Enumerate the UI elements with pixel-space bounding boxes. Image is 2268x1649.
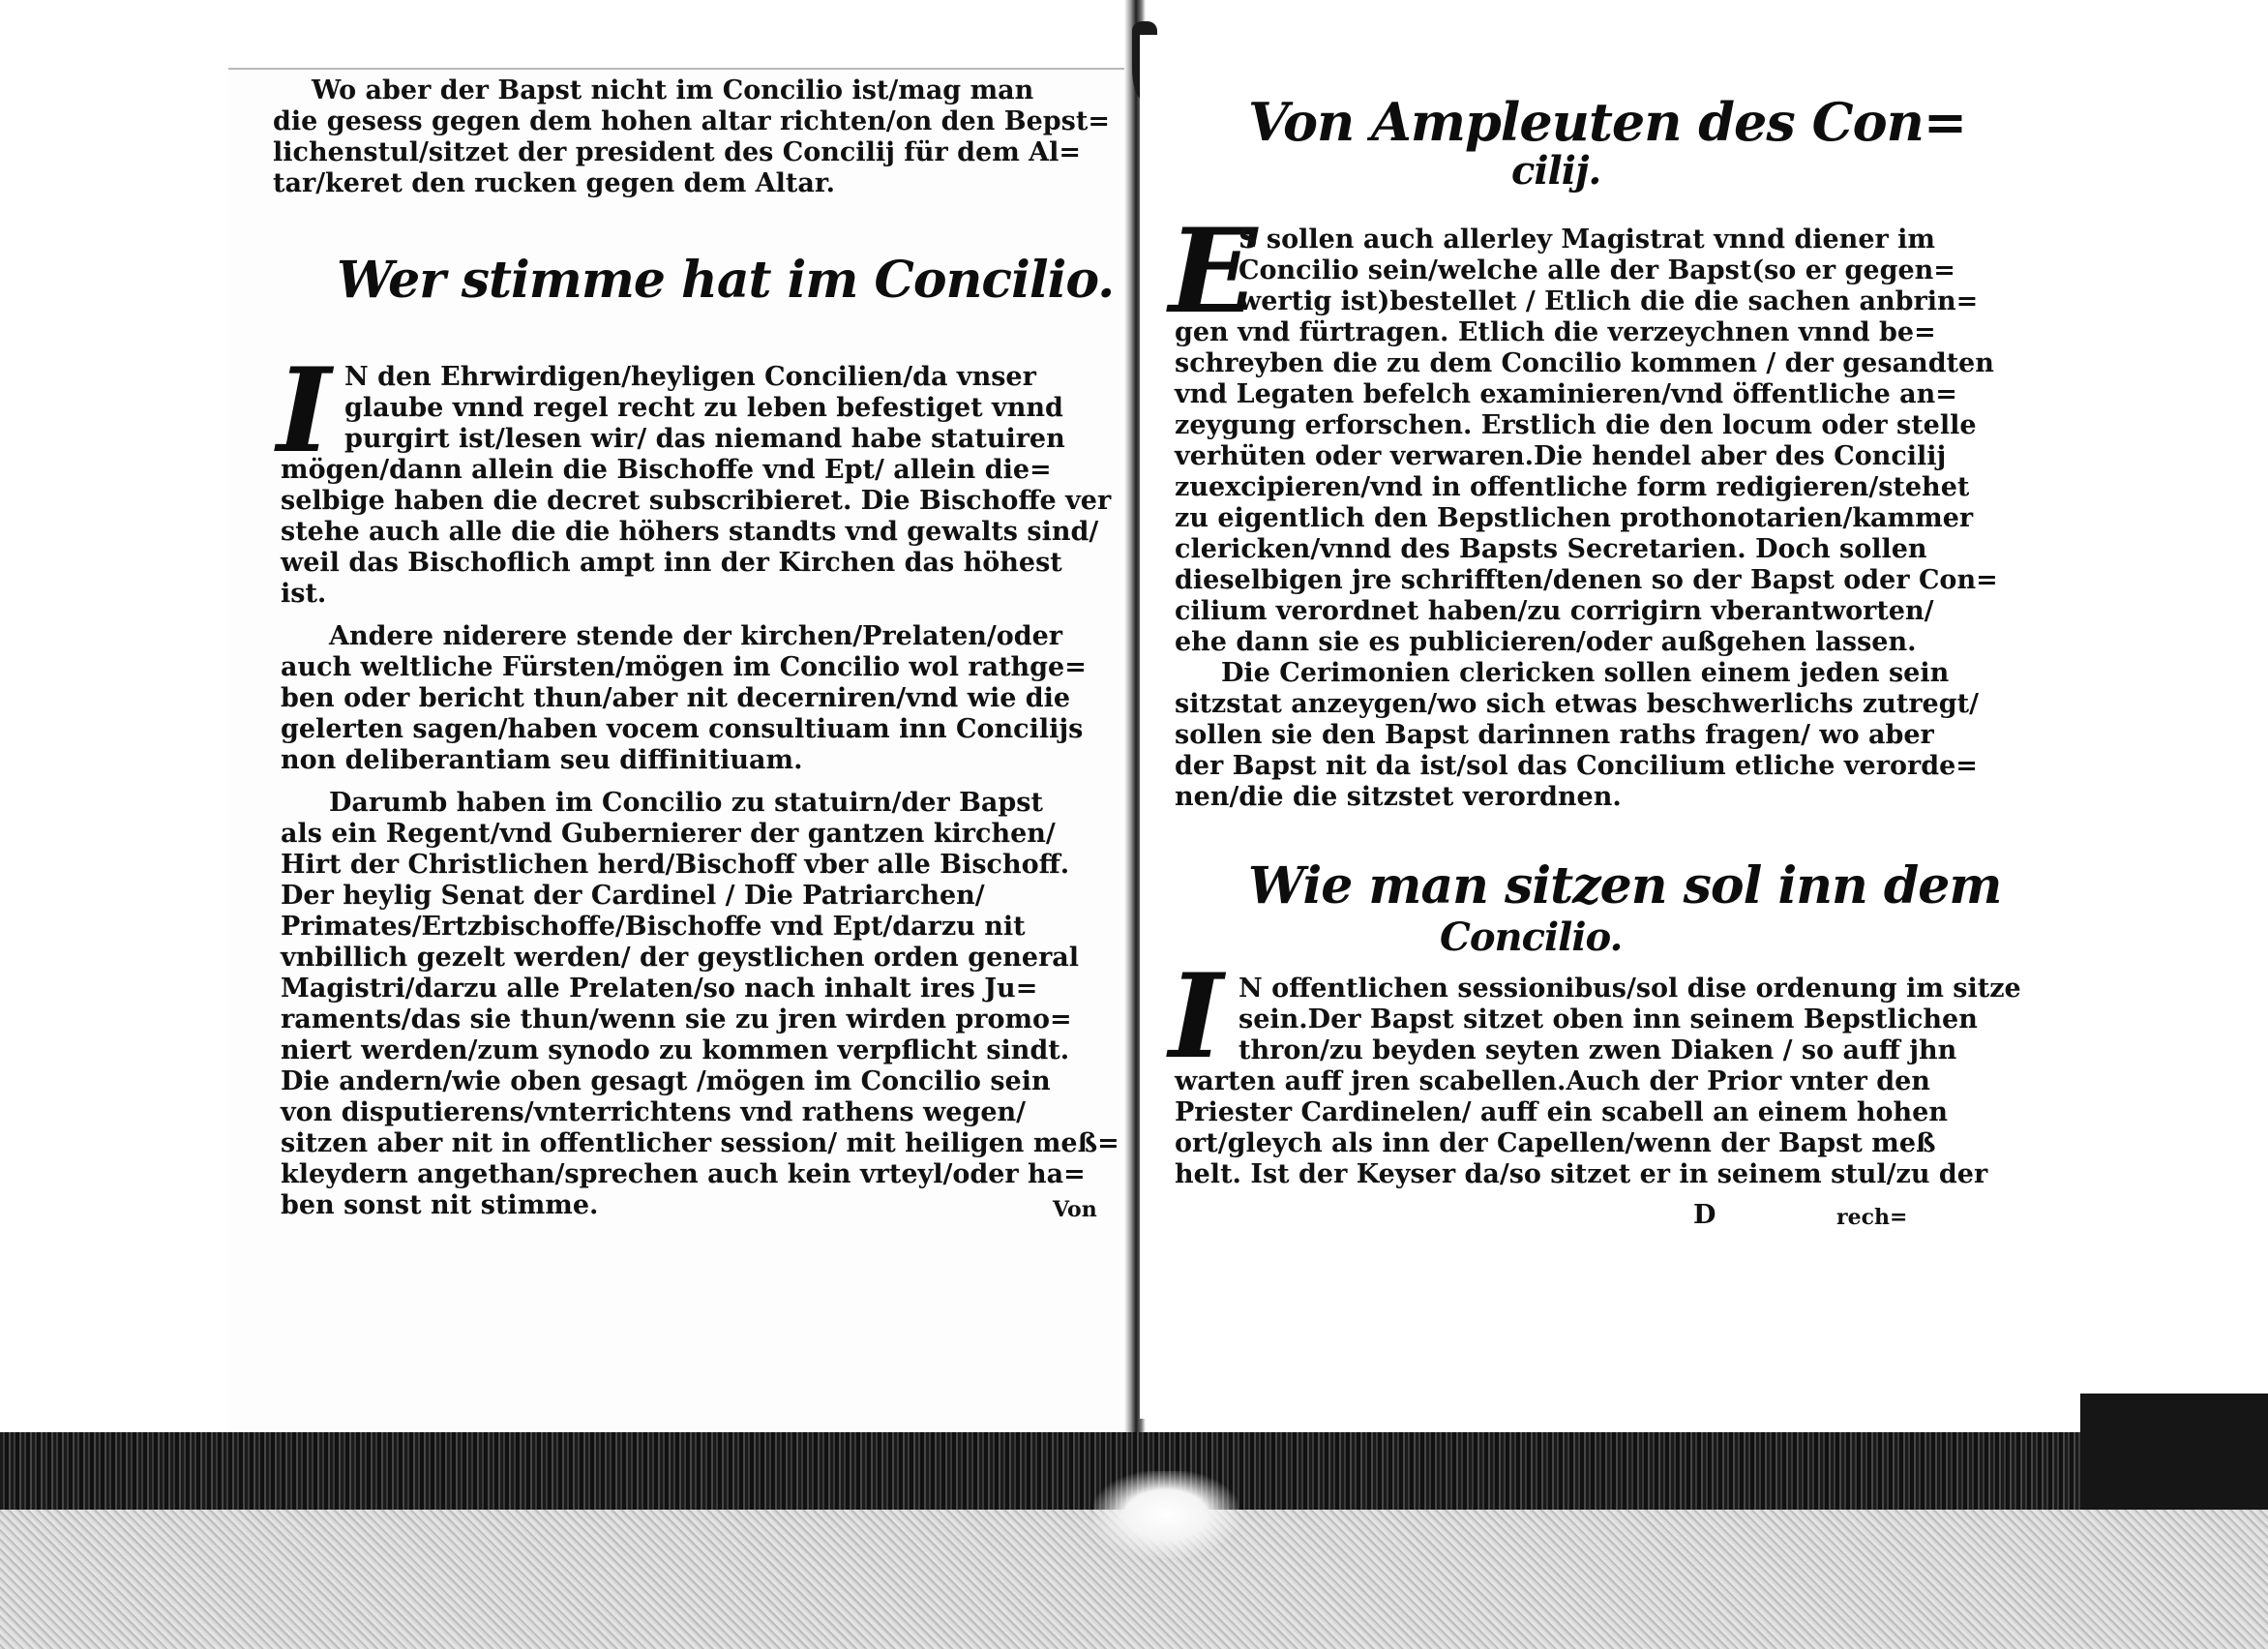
right-para3-line: ort/gleych als inn der Capellen/wenn der Bapst meß <box>1175 1128 1936 1158</box>
left-page <box>228 68 1128 1452</box>
left-para3-line: Darumb haben im Concilio zu statuirn/der Bapst <box>329 788 1043 818</box>
right-para3-line: helt. Ist der Keyser da/so sitzet er in seinem stul/zu der <box>1175 1159 1988 1189</box>
right-para2-line: nen/die die sitzstet verordnen. <box>1175 782 1622 812</box>
right-para1-line: schreyben die zu dem Concilio kommen / der gesandten <box>1175 348 1994 378</box>
left-para2-line: non deliberantiam seu diffinitiuam. <box>281 745 803 775</box>
left-para1-line: selbige haben die decret subscribieret. Die Bischoffe ver <box>281 486 1112 516</box>
left-para2-line: ben oder bericht thun/aber nit decerniren/vnd wie die <box>281 683 1071 713</box>
left-catchword: Von <box>1053 1197 1097 1222</box>
right-para1-line: zeygung erforschen. Erstlich die den locum oder stelle <box>1175 410 1977 440</box>
right-para3-line: warten auff jren scabellen.Auch der Prior vnter den <box>1175 1066 1930 1096</box>
left-para3-line: von disputierens/vnterrichtens vnd rathens wegen/ <box>281 1097 1027 1127</box>
left-heading-wer-stimme: Wer stimme hat im Concilio. <box>337 251 1115 310</box>
right-para3-line: thron/zu beyden seyten zwen Diaken / so auff jhn <box>1238 1035 1957 1065</box>
scan-dark-corner <box>2080 1394 2268 1510</box>
right-para1-line: gen vnd fürtragen. Etlich die verzeychnen vnnd be= <box>1175 317 1936 347</box>
left-para1-line: glaube vnnd regel recht zu leben befestiget vnnd <box>344 393 1063 423</box>
right-heading-ampleuten-line2: cilij. <box>1511 148 1601 194</box>
left-para3-line: vnbillich gezelt werden/ der geystlichen orden general <box>281 943 1080 973</box>
right-para1-line: ehe dann sie es publicieren/oder außgehen lassen. <box>1175 627 1917 657</box>
scan-light-reflection <box>1093 1471 1238 1558</box>
right-para3-line: N offentlichen sessionibus/sol dise ordenung im sitze <box>1238 974 2021 1004</box>
right-para2-line: sitzstat anzeygen/wo sich etwas beschwerlichs zutregt/ <box>1175 689 1979 719</box>
left-para3-line: Magistri/darzu alle Prelaten/so nach inhalt ires Ju= <box>281 974 1038 1004</box>
right-page <box>1140 35 2061 1419</box>
left-para3-line: sitzen aber nit in offentlicher session/ mit heiligen meß= <box>281 1128 1119 1158</box>
right-heading-sitzen-line2: Concilio. <box>1440 914 1623 960</box>
right-para3-line: sein.Der Bapst sitzet oben inn seinem Bepstlichen <box>1238 1004 1978 1034</box>
right-para1-line: S sollen auch allerley Magistrat vnnd diener im <box>1238 225 1935 255</box>
left-para3-line: raments/das sie thun/wenn sie zu jren wirden promo= <box>281 1004 1072 1034</box>
right-para1-line: clericken/vnnd des Bapsts Secretarien. Doch sollen <box>1175 534 1927 564</box>
left-para1-line: weil das Bischoflich ampt inn der Kirchen das höhest <box>281 548 1062 578</box>
left-intro-line: die gesess gegen dem hohen altar richten/on den Bepst= <box>273 106 1110 136</box>
right-para1-line: Concilio sein/welche alle der Bapst(so er gegen= <box>1238 255 1955 285</box>
right-para2-line: Die Cerimonien clericken sollen einem jeden sein <box>1221 658 1950 688</box>
right-para1-line: verhüten oder verwaren.Die hendel aber des Concilij <box>1175 441 1947 471</box>
right-heading-ampleuten-line1: Von Ampleuten des Con= <box>1248 91 1967 153</box>
left-para3-line: Der heylig Senat der Cardinel / Die Patriarchen/ <box>281 881 985 911</box>
right-para2-line: sollen sie den Bapst darinnen raths fragen/ wo aber <box>1175 720 1934 750</box>
right-para2-line: der Bapst nit da ist/sol das Concilium etliche verorde= <box>1175 751 1978 781</box>
left-para1-line: N den Ehrwirdigen/heyligen Concilien/da vnser <box>344 362 1036 392</box>
left-para3-line: Primates/Ertzbischoffe/Bischoffe vnd Ept/darzu nit <box>281 912 1026 942</box>
right-para1-line: wertig ist)bestellet / Etlich die die sachen anbrin= <box>1238 286 1979 316</box>
left-intro-line: tar/keret den rucken gegen dem Altar. <box>273 168 836 198</box>
right-signature-mark: D <box>1693 1200 1716 1230</box>
left-dropcap-1: I <box>277 343 332 479</box>
left-para1-line: purgirt ist/lesen wir/ das niemand habe statuiren <box>344 424 1065 454</box>
left-para1-line: stehe auch alle die die höhers standts vnd gewalts sind/ <box>281 517 1099 547</box>
left-intro-line: Wo aber der Bapst nicht im Concilio ist/mag man <box>312 75 1034 105</box>
right-heading-sitzen-line1: Wie man sitzen sol inn dem <box>1248 856 2002 915</box>
left-para3-line: niert werden/zum synodo zu kommen verpflicht sindt. <box>281 1035 1070 1065</box>
right-para1-line: cilium verordnet haben/zu corrigirn vberantworten/ <box>1175 596 1934 626</box>
left-para1-line: ist. <box>281 579 327 609</box>
left-para3-line: ben sonst nit stimme. <box>281 1190 599 1220</box>
left-para3-line: Hirt der Christlichen herd/Bischoff vber alle Bischoff. <box>281 850 1070 880</box>
right-para1-line: dieselbigen jre schrifften/denen so der Bapst oder Con= <box>1175 565 1998 595</box>
left-para3-line: Die andern/wie oben gesagt /mögen im Concilio sein <box>281 1066 1051 1096</box>
left-para2-line: auch weltliche Fürsten/mögen im Concilio wol rathge= <box>281 652 1087 682</box>
right-para1-line: zu eigentlich den Bepstlichen prothonotarien/kammer <box>1175 503 1974 533</box>
right-dropcap-2: I <box>1169 948 1224 1085</box>
right-para1-line: zuexcipieren/vnd in offentliche form redigieren/stehet <box>1175 472 1970 502</box>
right-catchword: rech= <box>1836 1205 1908 1230</box>
left-para3-line: als ein Regent/vnd Gubernierer der gantzen kirchen/ <box>281 819 1056 849</box>
left-para3-line: kleydern angethan/sprechen auch kein vrteyl/oder ha= <box>281 1159 1086 1189</box>
left-para2-line: Andere niderere stende der kirchen/Prelaten/oder <box>329 621 1063 651</box>
right-para3-line: Priester Cardinelen/ auff ein scabell an einem hohen <box>1175 1097 1948 1127</box>
left-para1-line: mögen/dann allein die Bischoffe vnd Ept/ allein die= <box>281 455 1052 485</box>
right-dropcap-1: E <box>1169 203 1258 340</box>
right-para1-line: vnd Legaten befelch examinieren/vnd öffentliche an= <box>1175 379 1957 409</box>
left-para2-line: gelerten sagen/haben vocem consultiuam inn Concilijs <box>281 714 1084 744</box>
left-intro-line: lichenstul/sitzet der president des Concilij für dem Al= <box>273 137 1081 167</box>
